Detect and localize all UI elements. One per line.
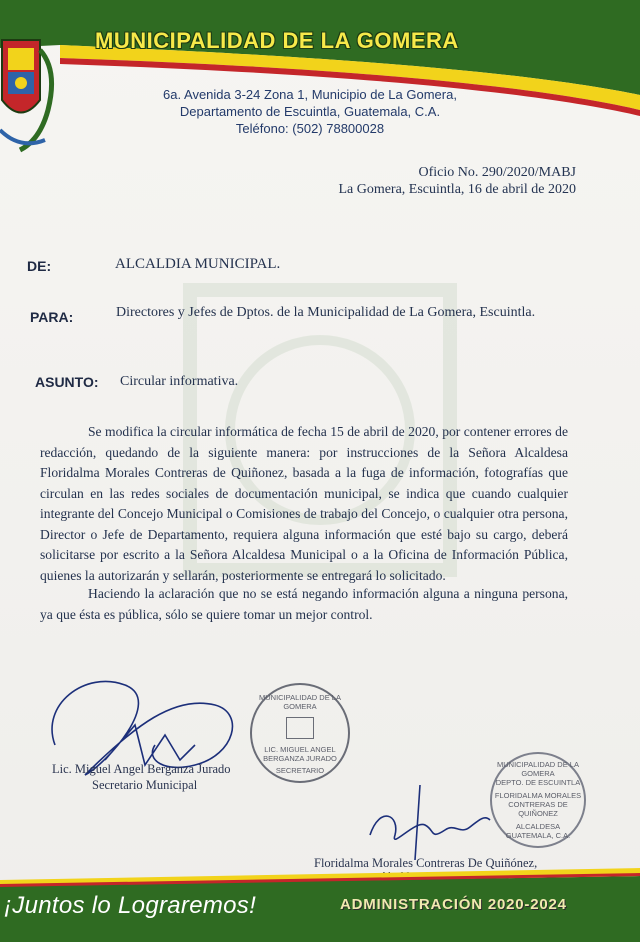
de-value: ALCALDIA MUNICIPAL. [115, 256, 281, 272]
secretary-stamp-line-1: MUNICIPALIDAD DE LA GOMERA [259, 693, 341, 711]
mayor-stamp-line-4: CONTRERAS DE QUIÑONEZ [508, 800, 568, 818]
mayor-stamp-line-5: ALCALDESA [515, 822, 561, 831]
paragraph-2-text: Haciendo la aclaración que no se está negando información alguna a ninguna persona, ya que ésta es pública, sólo se quiere tomar un mejor control. [40, 586, 568, 622]
secretary-name: Lic. Miguel Angel Berganza Jurado [52, 762, 231, 776]
secretary-stamp-line-4: SECRETARIO [275, 766, 325, 775]
secretary-title: Secretario Municipal [92, 778, 198, 792]
mayor-stamp-line-2: DEPTO. DE ESCUINTLA [495, 778, 581, 787]
mayor-stamp-line-6: GUATEMALA, C.A. [505, 831, 571, 840]
secretary-stamp-line-2: LIC. MIGUEL ANGEL [264, 745, 336, 754]
para-value: Directores y Jefes de Dptos. de la Municipalidad de La Gomera, Escuintla. [116, 305, 536, 320]
mayor-signature [360, 775, 500, 865]
secretary-stamp-line-3: BERGANZA JURADO [263, 754, 337, 763]
body-paragraph-2 [40, 584, 568, 625]
municipality-title: MUNICIPALIDAD DE LA GOMERA [95, 28, 459, 53]
mayor-stamp-line-1: MUNICIPALIDAD DE LA GOMERA [497, 760, 579, 778]
footer-slogan: ¡Juntos lo Lograremos! [4, 892, 257, 919]
asunto-label: ASUNTO: [35, 374, 99, 390]
asunto-value: Circular informativa. [120, 374, 239, 389]
place-date: La Gomera, Escuintla, 16 de abril de 2020 [338, 182, 576, 197]
oficio-number: Oficio No. 290/2020/MABJ [418, 165, 576, 180]
mayor-stamp-line-3: FLORIDALMA MORALES [494, 791, 582, 800]
mayor-stamp [490, 752, 586, 848]
secretary-stamp [250, 683, 350, 783]
body-paragraph-1 [40, 422, 568, 586]
footer-administration: ADMINISTRACIÓN 2020-2024 [340, 896, 567, 913]
address-line-1: 6a. Avenida 3-24 Zona 1, Municipio de La Gomera, [163, 87, 457, 102]
paragraph-1-text: Se modifica la circular informática de fecha 15 de abril de 2020, por contener errores de redacción, quedando de la siguiente manera: por instrucciones de la Señora Alcaldesa Floridalma Morales Contreras de Quiñonez, basada a la fuga de información, fotografías que circulan en las redes sociales de documentación municipal, se indica que cuando cualquier integrante del Concejo Municipal o Comisiones de trabajo del Concejo, o cualquier otra persona, Director o Jefe de Departamento, requiera alguna información que esté bajo su cargo, deberá solicitarse por escrito a la Señora Alcaldesa Municipal o a la Oficina de Información Pública, quienes la autorizarán y sellarán, posteriormente se entregará lo solicitado. [40, 424, 568, 583]
de-label: DE: [27, 258, 52, 274]
phone-line: Teléfono: (502) 78800028 [235, 121, 385, 136]
para-label: PARA: [30, 309, 74, 325]
municipal-crest-logo [0, 30, 60, 170]
address-line-2: Departamento de Escuintla, Guatemala, C.A. [179, 104, 441, 119]
stamp-crest-icon [286, 717, 314, 739]
mayor-name: Floridalma Morales Contreras De Quiñónez, [314, 856, 538, 870]
